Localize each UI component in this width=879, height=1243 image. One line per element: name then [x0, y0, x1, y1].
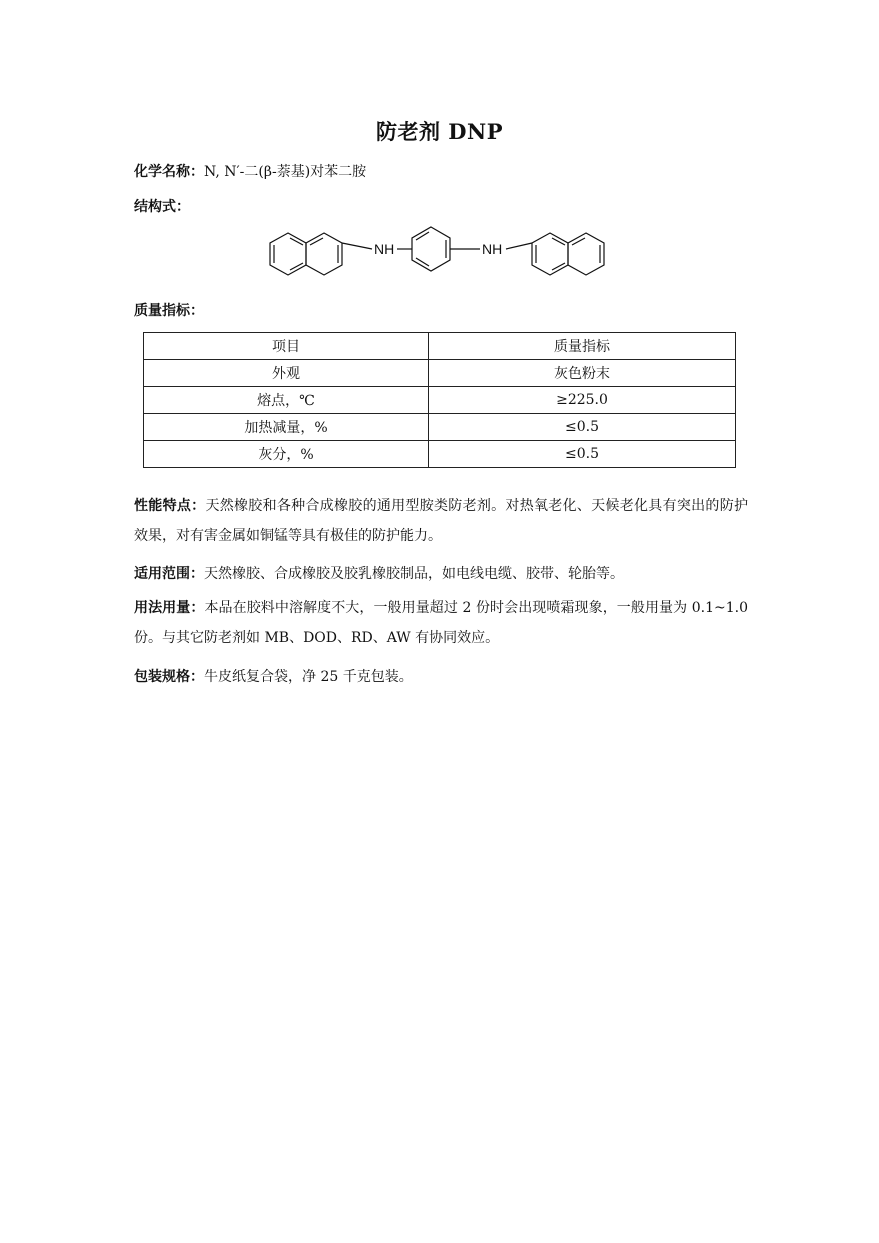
- structure-label-text: 结构式：: [134, 199, 190, 215]
- application-text: 天然橡胶、合成橡胶及胶乳橡胶制品，如电线电缆、胶带、轮胎等。: [204, 566, 624, 582]
- cell-item: 外观: [144, 360, 429, 387]
- usage-label: 用法用量：: [134, 600, 205, 616]
- cell-item: 熔点，℃: [144, 387, 429, 414]
- structural-formula-diagram: [262, 222, 612, 288]
- packaging-label: 包装规格：: [134, 669, 204, 685]
- nh-left-label: NH: [374, 241, 395, 257]
- quality-label-text: 质量指标：: [134, 303, 204, 319]
- table-header-row: [144, 333, 736, 360]
- packaging-text: 牛皮纸复合袋，净 25 千克包装。: [204, 669, 413, 685]
- cell-item: 加热减量，%: [144, 414, 429, 441]
- performance-text: 天然橡胶和各种合成橡胶的通用型胺类防老剂。对热氧老化、天候老化具有突出的防护效果，对有害金属如铜锰等具有极佳的防护能力。: [134, 498, 749, 544]
- table-row: [144, 387, 736, 414]
- quality-label: [134, 300, 204, 320]
- usage-text: 本品在胶料中溶解度不大，一般用量超过 2 份时会出现喷霜现象，一般用量为 0.1~1.0 份。与其它防老剂如 MB、DOD、RD、AW 有协同效应。: [134, 600, 749, 646]
- phenylene-ring: [397, 227, 480, 271]
- chemical-name-value: N, N′-二(β-萘基)对苯二胺: [204, 164, 367, 180]
- header-spec: 质量指标: [429, 333, 736, 360]
- application-paragraph: [134, 559, 748, 589]
- chemical-name-line: [134, 161, 366, 181]
- naphthyl-left: [270, 233, 372, 275]
- header-item: 项目: [144, 333, 429, 360]
- chemical-name-label: 化学名称：: [134, 164, 204, 180]
- cell-spec: ≥225.0: [429, 387, 736, 414]
- usage-paragraph: [134, 593, 748, 653]
- performance-label: 性能特点：: [134, 498, 206, 514]
- table-row: [144, 360, 736, 387]
- cell-spec: ≤0.5: [429, 414, 736, 441]
- cell-spec: ≤0.5: [429, 441, 736, 468]
- packaging-paragraph: [134, 662, 748, 692]
- application-label: 适用范围：: [134, 566, 204, 582]
- document-title: 防老剂 DNP: [375, 119, 503, 144]
- performance-paragraph: [134, 491, 748, 551]
- quality-spec-table: [143, 332, 736, 468]
- table-row: [144, 414, 736, 441]
- structure-label: [134, 196, 190, 216]
- cell-item: 灰分，%: [144, 441, 429, 468]
- naphthyl-right: [506, 233, 604, 275]
- cell-spec: 灰色粉末: [429, 360, 736, 387]
- nh-right-label: NH: [482, 241, 503, 257]
- table-row: [144, 441, 736, 468]
